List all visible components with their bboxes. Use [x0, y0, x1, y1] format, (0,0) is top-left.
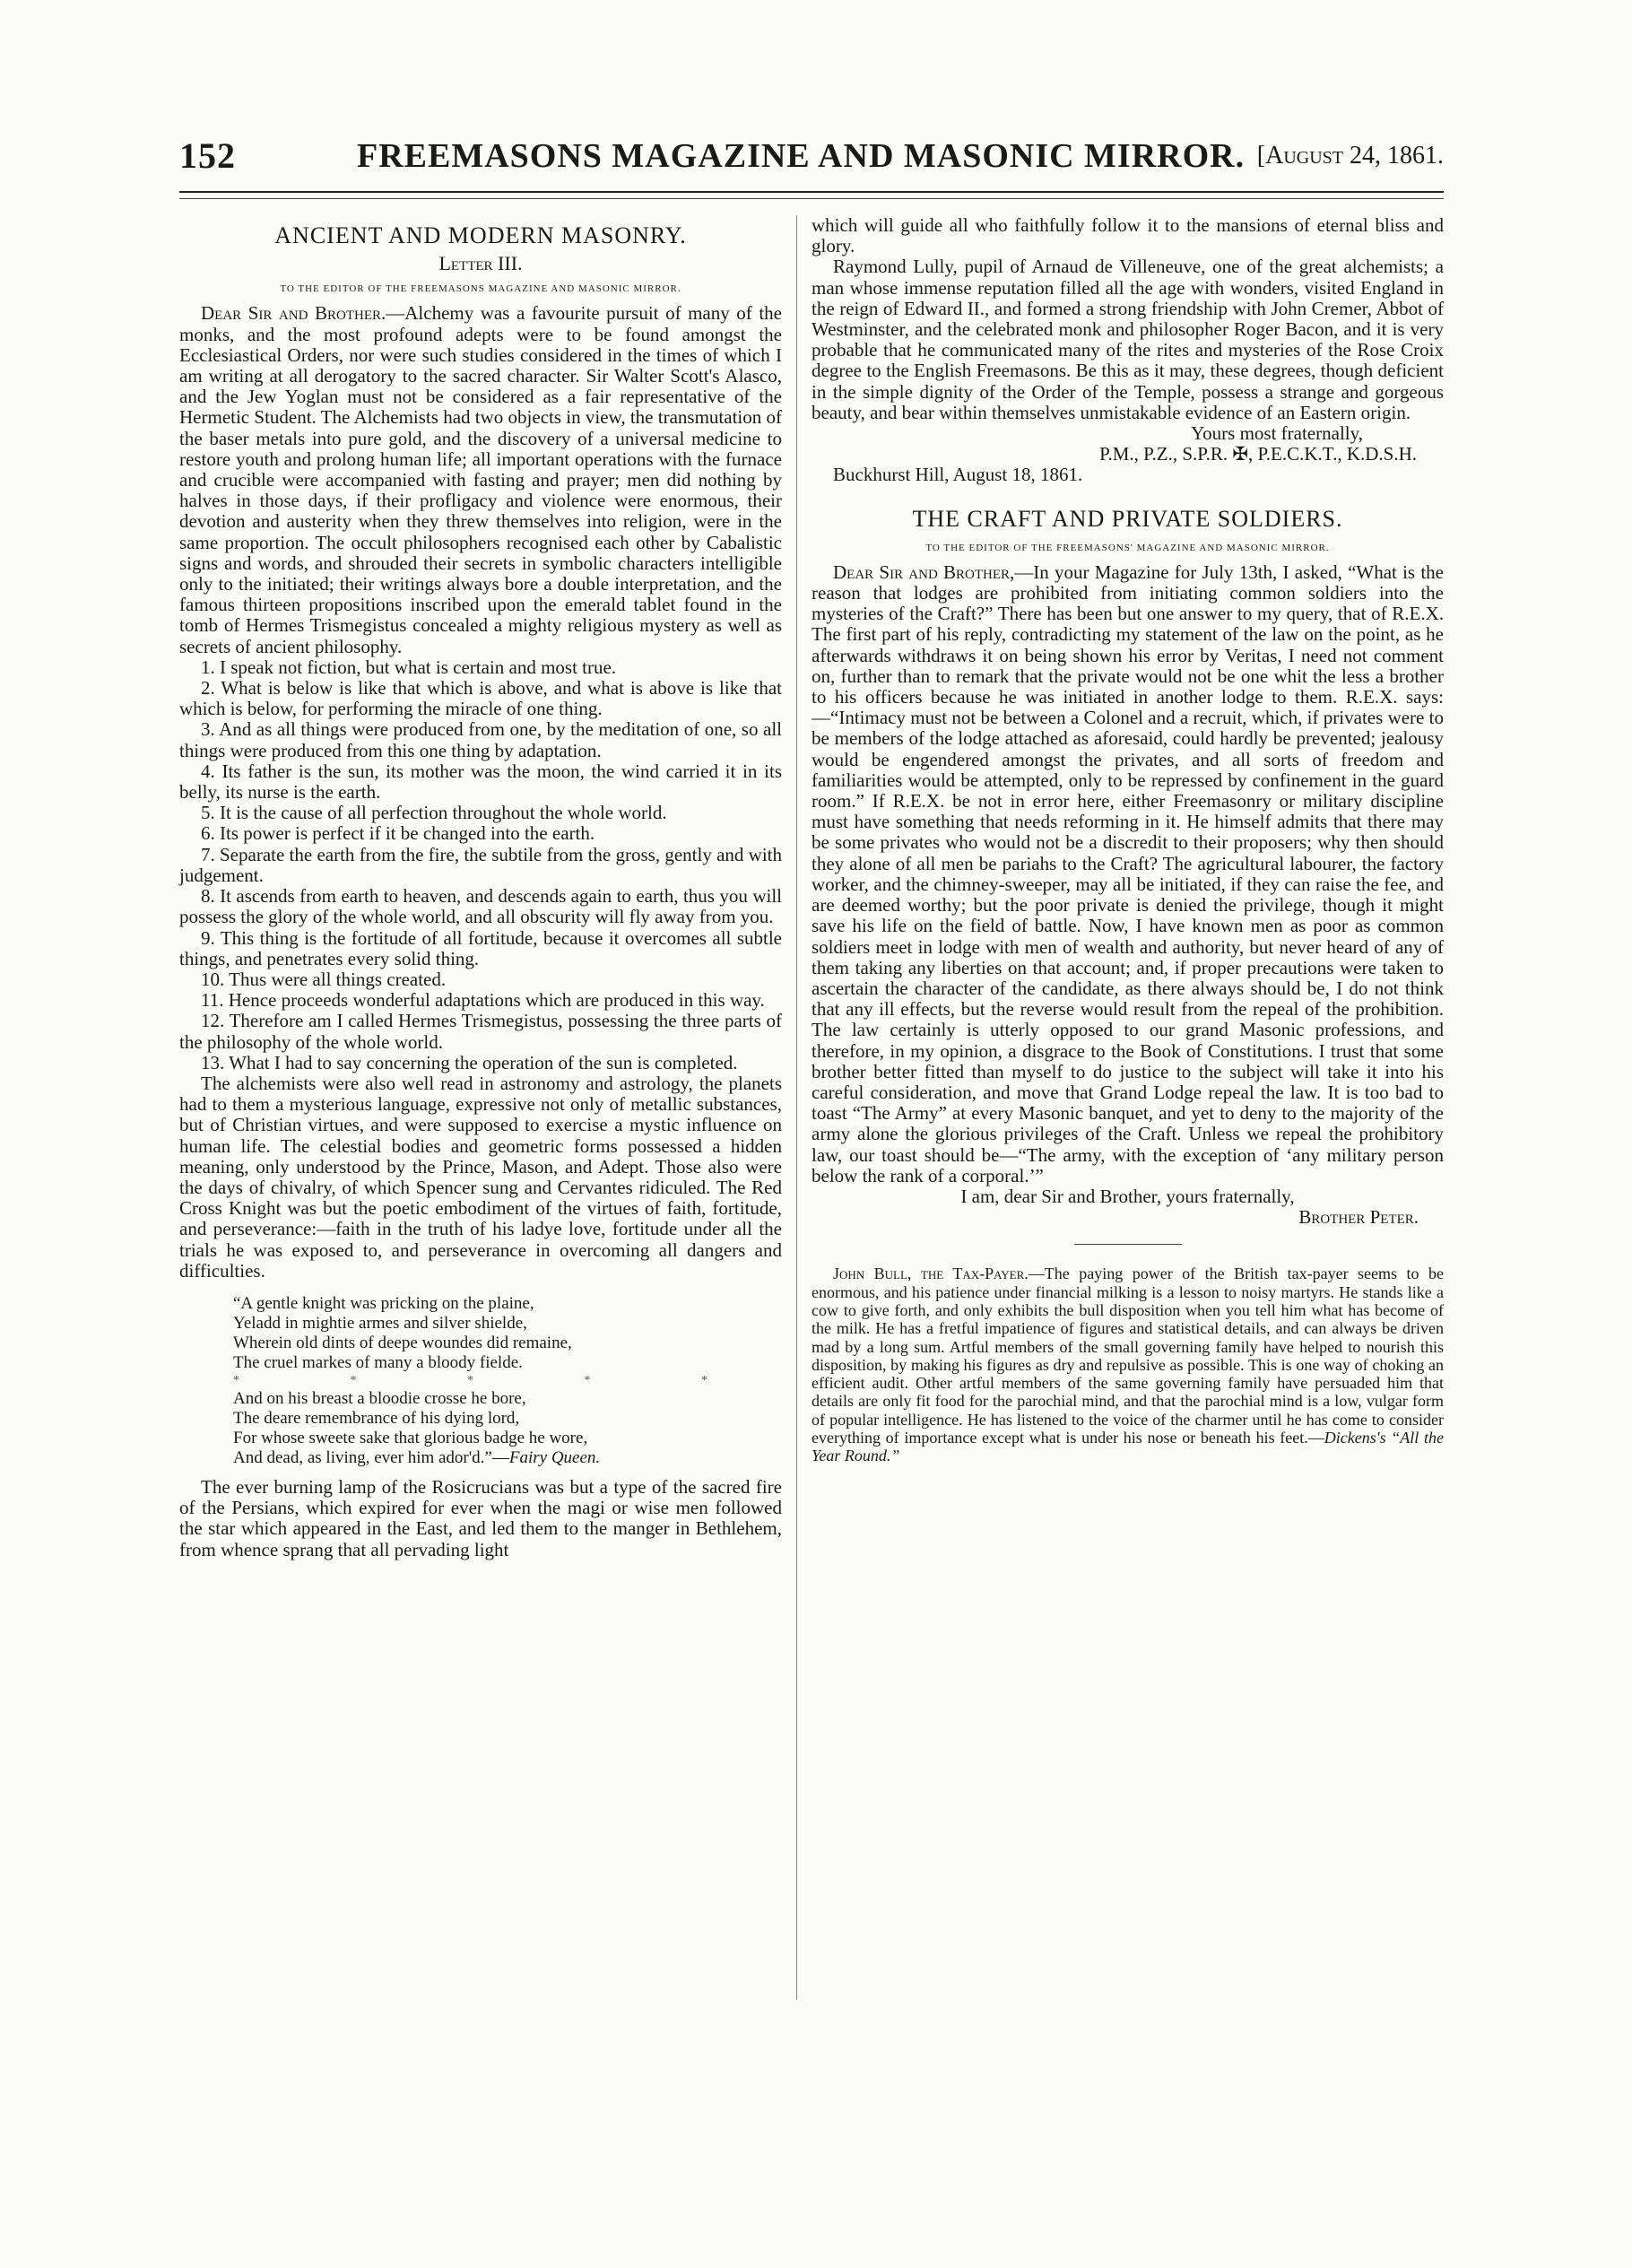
poem-line: The deare remembrance of his dying lord,	[233, 1408, 520, 1428]
letter-signature: P.M., P.Z., S.P.R. ✠, P.E.C.K.T., K.D.S.H.	[1099, 443, 1417, 465]
page-number: 152	[179, 135, 236, 176]
article-paragraph-continued: which will guide all who faithfully follow it to the mansions of eternal bliss and glory.	[812, 214, 1444, 257]
column-divider	[796, 215, 797, 2000]
poem-line: The cruel markes of many a bloody fielde.	[233, 1352, 523, 1372]
poem-line: For whose sweete sake that glorious badge he wore,	[233, 1428, 588, 1447]
masthead	[179, 135, 1444, 179]
masthead-rule-thin	[179, 198, 1444, 199]
proposition: 4. Its father is the sun, its mother was the moon, the wind carried it in its belly, its nurse is the earth.	[179, 760, 782, 804]
proposition: 12. Therefore am I called Hermes Trismegistus, possessing the three parts of the philosophy of the whole world.	[179, 1010, 782, 1053]
article-paragraph: The ever burning lamp of the Rosicrucians was but a type of the sacred fire of the Persians, which expired for ever when the magi or wise men followed the star which appeared in the East, and led them to the manger in Bethlehem, from whence sprang that all pervading light	[179, 1475, 782, 1560]
poem-citation: Fairy Queen.	[508, 1447, 601, 1467]
editor-address: TO THE EDITOR OF THE FREEMASONS' MAGAZINE AND MASONIC MIRROR.	[925, 542, 1330, 553]
masthead-rule	[179, 191, 1444, 193]
proposition: 3. And as all things were produced from one, by the meditation of one, so all things were produced from this one thing by adaptation.	[179, 718, 782, 761]
proposition: 13. What I had to say concerning the operation of the sun is completed.	[201, 1051, 738, 1073]
letter-signature: Brother Peter.	[1298, 1206, 1419, 1229]
paragraph-text: —In your Magazine for July 13th, I asked, “What is the reason that lodges are prohibited from initiating common soldiers into the mysteries of the Craft?” There has been but one answer to my query, that of R.E.X. The first part of his reply, contradicting my statement of the law on the point, as he afterwards withdraws it on being shown his error by Veritas, I need not comment on, further than to remark that the private would not be one whit the less a brother to his officers because he was initiated in another lodge to them. R.E.X. says:—“Intimacy must not be between a Colonel and a recruit, which, if privates were to be members of the lodge attached as aforesaid, could hardly be prevented; jealousy would be engendered amongst the privates, and all sorts of freedom and familiarities would be attempted, only to be repressed by confinement in the guard room.” If R.E.X. be not in error here, either Freemasonry or military discipline must have something that needs reforming in it. He himself admits that there may be some privates who would not be a discredit to their proposers; why then should they alone of all men be pariahs to the Craft? The agricultural labourer, the factory worker, and the chimney-sweeper, may all be initiated, if they can raise the fee, and are deemed worthy; but the poor private is denied the privilege, though it might save his life on the field of battle. Now, I have known men as poor as common soldiers meet in lodge with men of wealth and authority, but never heard of any of them taking any liberties on that account; and, if proper precautions were taken to ascertain the character of the candidate, as there always should be, I do not think that any ill effects, but the reverse would result from the repeal of the prohibition. The law certainly is utterly opposed to our grand Masonic professions, and therefore, in my opinion, a disgrace to the Book of Constitutions. I trust that some brother better fitted than myself to do justice to the subject will take it into his careful consideration, and move that Grand Lodge repeal the law. It is too bad to toast “The Army” at every Masonic banquet, and yet to deny to the majority of the army alone the glorious privileges of the Craft. Unless we repeal the prohibitory law, our toast should be—“The army, with the exception of ‘any military person below the rank of a corporal.’”	[812, 560, 1444, 1186]
proposition: 2. What is below is like that which is above, and what is above is like that which is below, for performing the miracle of one thing.	[179, 677, 782, 720]
letter-closing: Yours most fraternally,	[1191, 422, 1363, 445]
extract-text: —The paying power of the British tax-payer seems to be enormous, and his patience under financial milking is a lesson to noisy martyrs. He stands like a cow to give forth, and only exhibits the bull disposition when you tell him what has become of the milk. He has a fretful impatience of figures and statistical details, and can always be driven mad by a long sum. Artful members of the small governing family have helped to nourish this disposition, by making his figures as dry and repulsive as possible. This is one way of choking an efficient audit. Other artful members of the same governing family have persuaded him that details are only fit food for the parochial mind, and that the parochial mind is a low, vulgar form of popular intelligence. He has listened to the voice of the charmer until he has come to consider everything of importance except what is under his nose or beneath his feet.—	[812, 1264, 1444, 1447]
proposition: 7. Separate the earth from the fire, the subtile from the gross, gently and with judgement.	[179, 843, 782, 886]
right-column	[812, 215, 1444, 1465]
salutation: Dear Sir and Brother.	[201, 302, 386, 325]
proposition: 8. It ascends from earth to heaven, and descends again to earth, thus you will possess the glory of the whole world, and all obscurity will fly away from you.	[179, 885, 782, 928]
proposition: 6. Its power is perfect if it be changed into the earth.	[201, 822, 595, 845]
issue-date: [August 24, 1861.	[1256, 142, 1444, 169]
article-subheading: Letter III.	[438, 252, 523, 274]
proposition: 9. This thing is the fortitude of all fortitude, because it overcomes all subtle things, and penetrates every solid thing.	[179, 926, 782, 969]
letter-place-date: Buckhurst Hill, August 18, 1861.	[833, 464, 1083, 486]
publication-title: FREEMASONS MAGAZINE AND MASONIC MIRROR.	[357, 137, 1246, 175]
propositions-list	[179, 657, 782, 1073]
proposition: 10. Thus were all things created.	[201, 968, 447, 990]
poem-line: And on his breast a bloodie crosse he bore,	[233, 1388, 526, 1408]
poem-ellipsis-stars: * * * * *	[233, 1373, 761, 1387]
article-paragraph	[812, 562, 1444, 1186]
salutation: Dear Sir and Brother,	[833, 560, 1015, 583]
letter-closing: I am, dear Sir and Brother, yours fraternally,	[960, 1185, 1295, 1207]
extract-paragraph	[812, 1264, 1444, 1464]
extract-source: Dickens's “All the Year Round.”	[812, 1429, 1444, 1465]
poem-line	[233, 1448, 782, 1468]
proposition: 1. I speak not fiction, but what is certain and most true.	[201, 656, 617, 678]
extract-title: John Bull, the Tax-Payer.	[833, 1264, 1029, 1283]
article-paragraph: Raymond Lully, pupil of Arnaud de Villeneuve, one of the great alchemists; a man whose immense reputation filled all the age with wonders, visited England in the reign of Edward II., and formed a strong friendship with John Cremer, Abbot of Westminster, and the celebrated monk and philosopher Roger Bacon, and it is very probable that he communicated many of the rites and mysteries of the Rose Croix degree to the English Freemasons. Be this as it may, these degrees, though deficient in the simple dignity of the Order of the Temple, possess a strange and gorgeous beauty, and bear within themselves unmistakable evidence of an Eastern origin.	[812, 256, 1444, 423]
poem-line: Wherein old dints of deepe woundes did remaine,	[233, 1333, 572, 1352]
proposition: 11. Hence proceeds wonderful adaptations which are produced in this way.	[201, 989, 765, 1012]
article-paragraph: The alchemists were also well read in astronomy and astrology, the planets had to them a mysterious language, expressive not only of metallic substances, but of Christian virtues, and were supposed to exercise a mystic influence on human life. The celestial bodies and geometric forms possessed a hidden meaning, only understood by the Prince, Mason, and Adept. Those also were the days of chivalry, of which Spencer sung and Cervantes ridiculed. The Red Cross Knight was but the poetic embodiment of the virtues of faith, fortitude, and perseverance:—faith in the truth of his ladye love, fortitude under all the trials he was exposed to, and perseverance in overcoming all dangers and difficulties.	[179, 1072, 782, 1282]
section-divider	[1074, 1244, 1182, 1245]
paragraph-text: —Alchemy was a favourite pursuit of many of the monks, and the most profound adepts were to be found amongst the Ecclesiastical Orders, nor were such studies considered in the times of which I am writing at all derogatory to the sacred character. Sir Walter Scott's Alasco, and the Jew Yoglan must not be considered as a fair representative of the Hermetic Student. The Alchemists had two objects in view, the transmutation of the baser metals into pure gold, and the discovery of a universal medicine to restore youth and prolong human life; all important operations with the furnace and crucible were accompanied with fasting and prayer; men did nothing by halves in those days, if their profligacy and violence were enormous, their devotion and austerity when they threw themselves into religion, were in the same proportion. The occult philosophers recognised each other by Cabalistic signs and words, and shrouded their secrets in symbolic characters intelligible only to the initiated; their writings always bore a double interpretation, and the famous thirteen propositions inscribed upon the emerald tablet found in the tomb of Hermes Trismegistus concealed a mighty religious mystery as well as secrets of ancient philosophy.	[179, 302, 782, 657]
left-column	[179, 215, 782, 1560]
editor-address: TO THE EDITOR OF THE FREEMASONS MAGAZINE AND MASONIC MIRROR.	[280, 283, 681, 295]
article-heading: THE CRAFT AND PRIVATE SOLDIERS.	[912, 505, 1343, 532]
poem-line-text: And dead, as living, ever him ador'd.”—	[233, 1447, 509, 1467]
poem-line: “A gentle knight was pricking on the plaine,	[233, 1293, 534, 1313]
poem-line: Yeladd in mightie armes and silver shielde,	[233, 1313, 527, 1333]
poem-quotation	[233, 1294, 782, 1468]
article-heading: ANCIENT AND MODERN MASONRY.	[274, 222, 687, 248]
article-paragraph	[179, 303, 782, 656]
proposition: 5. It is the cause of all perfection throughout the whole world.	[201, 802, 667, 824]
